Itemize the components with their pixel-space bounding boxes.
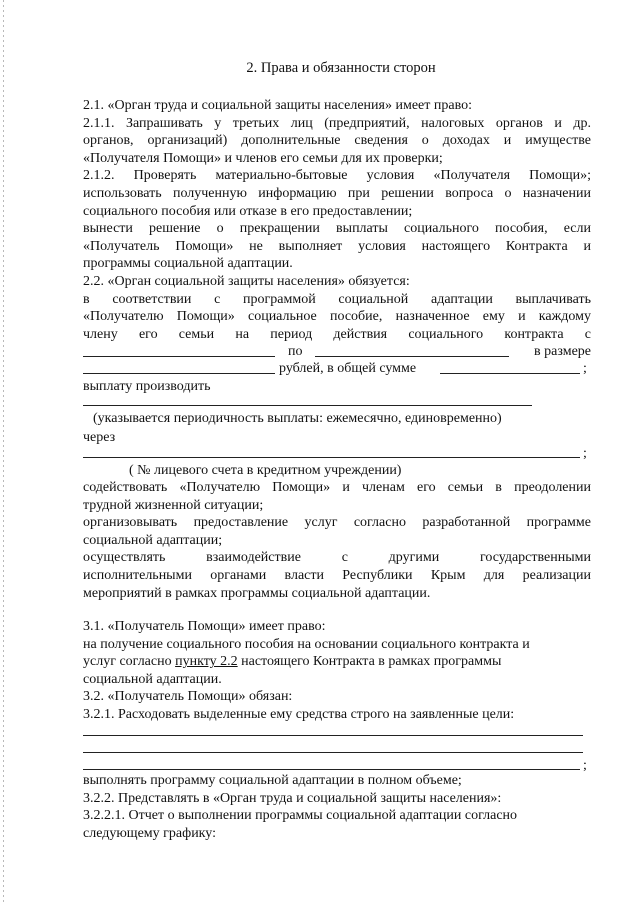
clause-2-1-2-line: «Получатель Помощи» не выполняет условия настоящего Контракта и: [83, 238, 591, 254]
section-3-2: [83, 688, 591, 723]
sum-line: [83, 360, 591, 378]
clause-3-2-1-line: 3.2.1. Расходовать выделенные ему средства строго на заявленные цели:: [83, 706, 515, 722]
scan-edge-mark: [3, 0, 4, 905]
start-date-blank: [83, 343, 275, 357]
obligation-line: исполнительными органами власти Республики Крым для реализации: [83, 567, 591, 583]
account-note: ( № лицевого счета в кредитном учреждении): [129, 463, 402, 478]
clause-2-1-1-line: органов, организаций) дополнительные сведения о доходах и имуществе: [83, 133, 591, 149]
clause-2-1-2-line: социального пособия или отказе в его предоставлении;: [83, 203, 413, 219]
section-2-2-items: [83, 479, 591, 602]
section-3-2-rest: [83, 772, 591, 842]
clause-3-2-2-line: 3.2.2. Представлять в «Орган труда и социальной защиты населения»:: [83, 790, 502, 806]
po-label: по: [288, 344, 303, 359]
clause-2-2-line: члену его семьи на период действия социального контракта с: [83, 326, 591, 342]
semicolon: ;: [583, 758, 587, 773]
account-blank: [83, 457, 580, 458]
purpose-blank: [83, 735, 583, 736]
semicolon: ;: [583, 361, 587, 376]
payment-text: выплату производить: [83, 379, 211, 394]
section-2-1: [83, 97, 591, 273]
via-text: через: [83, 430, 116, 445]
clause-2-2-line: «Получателю Помощи» социальное пособие, назначенное ему и каждому: [83, 309, 591, 325]
obligation-line: содействовать «Получателю Помощи» и членам его семьи в преодолении: [83, 480, 591, 495]
clause-2-1-1-line: 2.1.1. Запрашивать у третьих лиц (предприятий, налоговых органов и др.: [83, 115, 591, 131]
clause-3-1-line: на получение социального пособия на основании социального контракта и: [83, 636, 530, 652]
clause-2-1-2-line: использовать полученную информацию при решении вопроса о назначении: [83, 185, 591, 201]
clause-2-2-heading: 2.2. «Орган социальной защиты населения» обязуется:: [83, 274, 410, 289]
clause-3-1-line: социальной адаптации.: [83, 671, 222, 687]
section-3-1: [83, 618, 591, 688]
clause-3-1-heading: 3.1. «Получатель Помощи» имеет право:: [83, 619, 326, 634]
amount-label: в размере: [534, 344, 591, 359]
clause-3-2-line: выполнять программу социальной адаптации в полном объеме;: [83, 773, 462, 788]
section-title: 2. Права и обязанности сторон: [246, 60, 436, 76]
purpose-blank: [83, 752, 583, 753]
total-sum-blank: [440, 360, 580, 374]
payment-line: [83, 378, 591, 396]
periodicity-blank: [83, 405, 532, 406]
rubles-label: рублей, в общей сумме: [279, 361, 417, 376]
clause-3-2-heading: 3.2. «Получатель Помощи» обязан:: [83, 689, 293, 704]
section-2-2: [83, 273, 591, 343]
clause-3-2-2-1-line: 3.2.2.1. Отчет о выполнении программы социальной адаптации согласно: [83, 808, 518, 824]
periodicity-note: (указывается периодичность выплаты: ежемесячно, единовременно): [93, 411, 502, 426]
obligation-line: осуществлять взаимодействие с другими государственными: [83, 550, 591, 566]
clause-3-1-text: услуг согласно: [83, 654, 176, 670]
obligation-line: трудной жизненной ситуации;: [83, 497, 264, 513]
purpose-blank: [83, 769, 580, 770]
clause-3-1-text: настоящего Контракта в рамках программы: [237, 654, 502, 670]
clause-2-2-link[interactable]: пункту 2.2: [175, 654, 238, 670]
end-date-blank: [315, 343, 509, 357]
amount-blank: [83, 360, 275, 374]
via-line: [83, 429, 591, 447]
clause-2-1-2-line: вынести решение о прекращении выплаты социального пособия, если: [83, 221, 591, 237]
period-line: [83, 343, 591, 361]
clause-2-2-line: в соответствии с программой социальной адаптации выплачивать: [83, 291, 591, 307]
clause-2-1-heading: 2.1. «Орган труда и социальной защиты населения» имеет право:: [83, 98, 472, 113]
clause-2-1-2-line: 2.1.2. Проверять материально-бытовые условия «Получателя Помощи»;: [83, 168, 591, 184]
clause-2-1-2-line: программы социальной адаптации.: [83, 256, 293, 272]
obligation-line: социальной адаптации;: [83, 532, 223, 548]
obligation-line: мероприятий в рамках программы социальной адаптации.: [83, 585, 431, 601]
obligation-line: организовывать предоставление услуг согласно разработанной программе: [83, 515, 591, 531]
clause-2-1-1-line: «Получателя Помощи» и членов его семьи для их проверки;: [83, 150, 443, 166]
clause-3-1-line: [83, 653, 591, 671]
semicolon: ;: [583, 446, 587, 461]
clause-3-2-2-1-line: следующему графику:: [83, 825, 216, 841]
